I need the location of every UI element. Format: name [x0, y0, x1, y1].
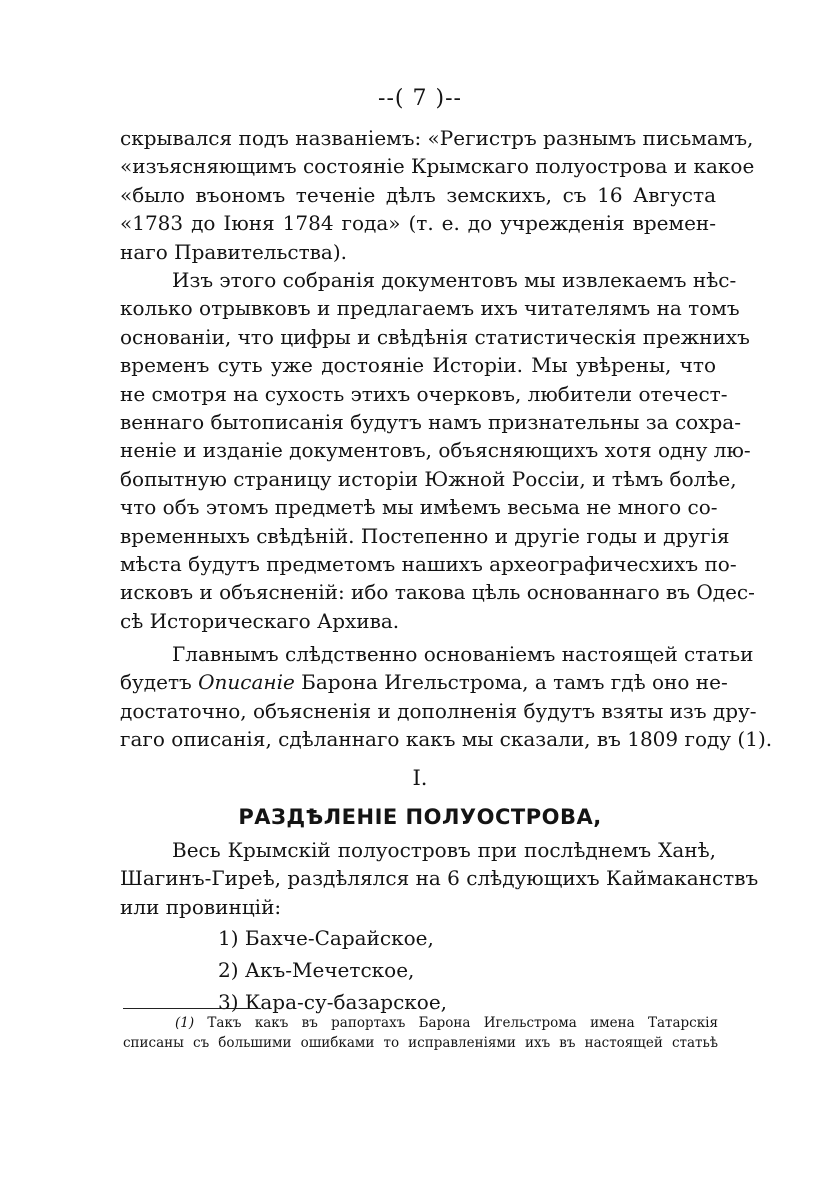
text-line: Шагинъ-Гиреѣ, раздѣлялся на 6 слѣдующихъ Каймаканствъ — [120, 866, 759, 891]
text-line: веннаго бытописанія будутъ намъ признательны за сохра- — [120, 410, 741, 435]
footnote-marker: (1) — [175, 1015, 195, 1031]
list-item: 1) Бахче-Сарайское, — [218, 926, 434, 950]
text-line: Изъ этого собранія документовъ мы извлекаемъ нѣс- — [172, 268, 737, 292]
text-line: бопытную страницу исторіи Южной Россіи, и тѣмъ болѣе, — [120, 466, 737, 491]
footnote-divider — [123, 1008, 261, 1009]
province-list — [218, 922, 447, 1018]
text-line: не смотря на сухость этихъ очерковъ, любители отечест- — [120, 381, 728, 406]
text-fragment: будетъ — [120, 670, 199, 695]
paragraph-1 — [120, 124, 755, 266]
text-line: «было въономъ теченіе дѣлъ земскихъ, съ 16 Августа — [120, 182, 716, 207]
text-line: скрывался подъ названіемъ: «Регистръ разнымъ письмамъ, — [120, 126, 754, 150]
text-line: Весь Крымскій полуостровъ при послѣднемъ Ханѣ, — [172, 838, 716, 862]
text-line: «изъясняющимъ состояніе Крымскаго полуострова и какое — [120, 154, 755, 179]
text-fragment: Барона Игельстрома, а тамъ гдѣ оно не- — [294, 670, 728, 695]
text-line: основаніи, что цифры и свѣдѣнія статистическія прежнихъ — [120, 324, 750, 349]
footnote-line — [123, 1013, 718, 1033]
text-line: сѣ Историческаго Архива. — [120, 608, 400, 633]
text-line: временъ суть уже достояніе Исторіи. Мы увѣрены, что — [120, 353, 716, 378]
footnote-line: списаны съ большими ошибками то исправленіями ихъ въ настоящей статьѣ — [123, 1035, 718, 1051]
paragraph-3 — [120, 640, 773, 754]
text-line: наго Правительства). — [120, 239, 347, 264]
text-line: или провинцій: — [120, 894, 282, 919]
text-line: неніе и изданіе документовъ, объясняющихъ хотя одну лю- — [120, 438, 751, 463]
section-paragraph — [120, 836, 759, 921]
italic-title: Описаніе — [198, 670, 295, 695]
text-line: колько отрывковъ и предлагаемъ ихъ читателямъ на томъ — [120, 296, 740, 321]
text-line: «1783 до Іюня 1784 года» (т. е. до учрежденія времен- — [120, 211, 716, 236]
list-item: 3) Кара-су-базарское, — [218, 990, 448, 1014]
text-line-with-italic — [120, 668, 728, 696]
text-line: временныхъ свѣдѣній. Постепенно и другіе годы и другія — [120, 523, 730, 548]
text-line: мѣста будутъ предметомъ нашихъ археографичесхихъ по- — [120, 552, 737, 577]
list-item: 2) Акъ-Мечетское, — [218, 958, 415, 982]
text-line: Главнымъ слѣдственно основаніемъ настоящей статьи — [172, 642, 754, 666]
text-line: что объ этомъ предметѣ мы имѣемъ весьма не много со- — [120, 495, 718, 520]
section-number: I. — [412, 766, 428, 790]
text-line: исковъ и объясненій: ибо такова цѣль основаннаго въ Одес- — [120, 580, 755, 605]
page-number: --( 7 )-- — [378, 86, 462, 111]
text-line: достаточно, объясненія и дополненія будутъ взяты изъ дру- — [120, 698, 757, 723]
footnote — [123, 1013, 718, 1053]
section-heading: РАЗДѢЛЕНІЕ ПОЛУОСТРОВА, — [238, 805, 602, 829]
text-line: гаго описанія, сдѣланнаго какъ мы сказали, въ 1809 году (1). — [120, 727, 773, 752]
text-fragment: Такъ какъ въ рапортахъ Барона Игельстрома имена Татарскія — [194, 1015, 718, 1031]
paragraph-2 — [120, 266, 755, 635]
